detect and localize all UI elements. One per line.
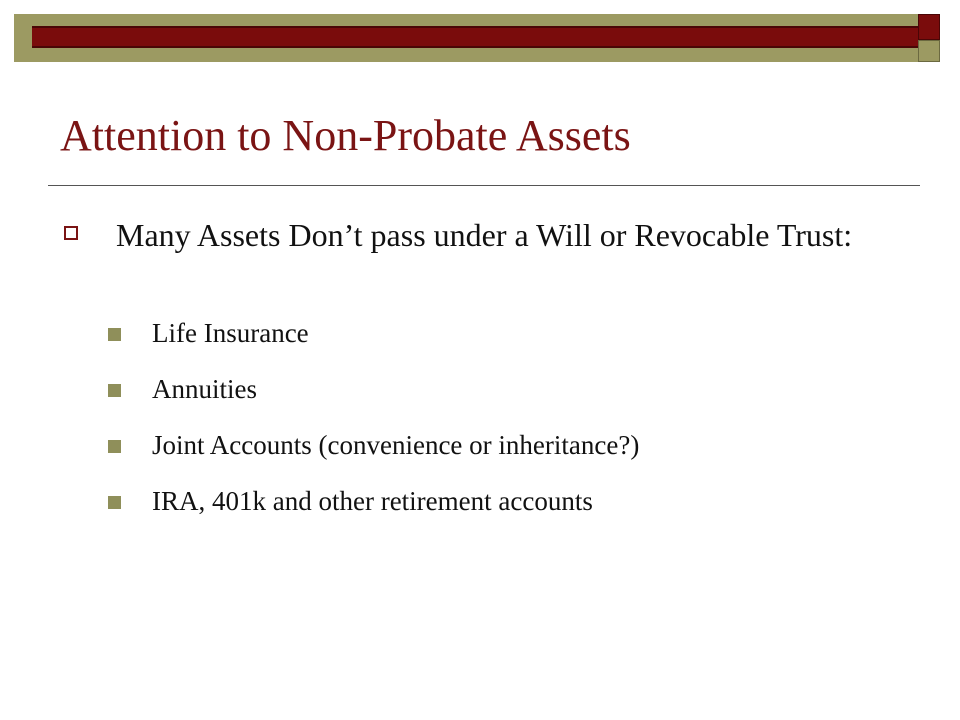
filled-square-bullet-icon [108,384,121,397]
sub-bullet-text: IRA, 401k and other retirement accounts [152,486,593,516]
filled-square-bullet-icon [108,440,121,453]
filled-square-bullet-icon [108,328,121,341]
header-corner-olive-block [918,40,940,62]
sub-bullet-item [104,315,639,371]
sub-bullet-text: Joint Accounts (convenience or inheritance?) [152,430,640,460]
hollow-square-bullet-icon [64,226,78,240]
sub-bullet-text: Life Insurance [152,318,309,348]
filled-square-bullet-icon [108,496,121,509]
sub-bullet-item [104,483,639,539]
bullet-item [62,212,922,259]
bullet-text: Many Assets Don’t pass under a Will or Revocable Trust: [116,217,853,253]
sub-bullet-item [104,371,639,427]
header-corner-maroon-block [918,14,940,40]
sub-bullet-list [104,315,639,539]
header-band-maroon [32,26,918,48]
sub-bullet-item [104,427,639,483]
sub-bullet-text: Annuities [152,374,257,404]
title-divider [48,185,920,186]
slide-title: Attention to Non-Probate Assets [60,111,631,160]
